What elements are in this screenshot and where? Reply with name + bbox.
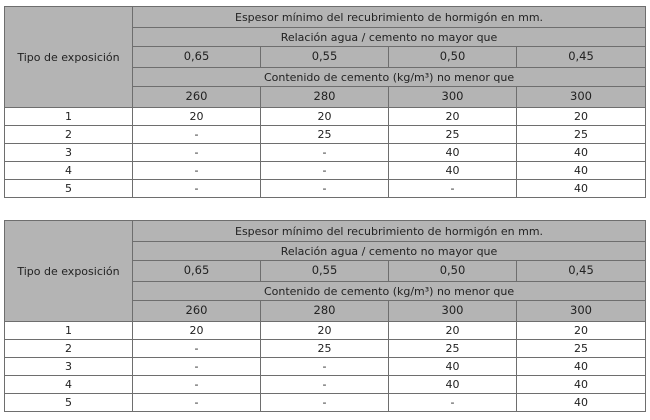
cement-value: 300: [517, 301, 646, 322]
table-cell: 25: [389, 340, 517, 358]
table-cell: -: [133, 162, 261, 180]
ratio-value: 0,50: [389, 47, 517, 68]
table-row: [5, 340, 646, 358]
ratio-value: 0,50: [389, 261, 517, 282]
table-cell: -: [389, 394, 517, 412]
table-cell: -: [133, 126, 261, 144]
cement-value: 260: [133, 301, 261, 322]
row-header: Tipo de exposición: [17, 264, 120, 278]
table-cell: 40: [517, 358, 646, 376]
table-cell: 20: [517, 322, 646, 340]
table-row: [5, 126, 646, 144]
cement-value: 300: [389, 87, 517, 108]
ratio-value: 0,65: [133, 261, 261, 282]
cement-value: 280: [261, 87, 389, 108]
ratio-value: 0,45: [517, 261, 646, 282]
table-cell: -: [261, 376, 389, 394]
exposure-type: 4: [5, 162, 133, 180]
ratio-value: 0,55: [261, 261, 389, 282]
table-cell: 20: [517, 108, 646, 126]
table-cell: 20: [261, 322, 389, 340]
table-cell: 40: [517, 394, 646, 412]
table-row: [5, 394, 646, 412]
table-cell: 25: [389, 126, 517, 144]
ratio-header: Relación agua / cemento no mayor que: [133, 242, 646, 261]
table-row: [5, 322, 646, 340]
exposure-type: 1: [5, 108, 133, 126]
table-cell: 25: [261, 340, 389, 358]
table-title: Espesor mínimo del recubrimiento de hormigón en mm.: [133, 7, 646, 28]
table-cell: -: [261, 358, 389, 376]
table-cell: -: [133, 358, 261, 376]
cement-value: 300: [389, 301, 517, 322]
table-cell: 20: [133, 322, 261, 340]
table-cell: 25: [261, 126, 389, 144]
ratio-value: 0,55: [261, 47, 389, 68]
table-cell: -: [261, 144, 389, 162]
table-cell: -: [133, 394, 261, 412]
table-cell: 20: [133, 108, 261, 126]
cement-value: 280: [261, 301, 389, 322]
table-row: [5, 162, 646, 180]
table-cell: 25: [517, 340, 646, 358]
row-header-cell: [5, 221, 133, 322]
table-title: Espesor mínimo del recubrimiento de hormigón en mm.: [133, 221, 646, 242]
table-cell: 40: [517, 162, 646, 180]
exposure-type: 3: [5, 358, 133, 376]
exposure-type: 2: [5, 340, 133, 358]
table-cell: 20: [389, 108, 517, 126]
cement-header: Contenido de cemento (kg/m³) no menor que: [133, 282, 646, 301]
row-header: Tipo de exposición: [17, 50, 120, 64]
table-cell: 40: [517, 376, 646, 394]
cover-spec-table-2: [4, 220, 646, 412]
table-cell: 40: [389, 358, 517, 376]
table-cell: 20: [389, 322, 517, 340]
exposure-type: 3: [5, 144, 133, 162]
table-cell: 40: [517, 180, 646, 198]
table-cell: -: [261, 180, 389, 198]
table-cell: 25: [517, 126, 646, 144]
table-cell: 40: [389, 162, 517, 180]
table-row: [5, 376, 646, 394]
cover-spec-table-1: [4, 6, 646, 198]
table-cell: -: [133, 376, 261, 394]
table-cell: -: [389, 180, 517, 198]
table-row: [5, 144, 646, 162]
cement-header: Contenido de cemento (kg/m³) no menor que: [133, 68, 646, 87]
exposure-type: 2: [5, 126, 133, 144]
exposure-type: 4: [5, 376, 133, 394]
ratio-value: 0,65: [133, 47, 261, 68]
table-cell: 40: [389, 144, 517, 162]
table-row: [5, 108, 646, 126]
cement-value: 260: [133, 87, 261, 108]
ratio-header: Relación agua / cemento no mayor que: [133, 28, 646, 47]
cement-value: 300: [517, 87, 646, 108]
table-cell: 20: [261, 108, 389, 126]
exposure-type: 5: [5, 394, 133, 412]
exposure-type: 1: [5, 322, 133, 340]
table-cell: -: [133, 180, 261, 198]
table-cell: 40: [517, 144, 646, 162]
table-cell: -: [133, 144, 261, 162]
ratio-value: 0,45: [517, 47, 646, 68]
table-cell: -: [133, 340, 261, 358]
table-cell: -: [261, 162, 389, 180]
exposure-type: 5: [5, 180, 133, 198]
table-cell: 40: [389, 376, 517, 394]
table-row: [5, 358, 646, 376]
table-cell: -: [261, 394, 389, 412]
table-row: [5, 180, 646, 198]
row-header-cell: [5, 7, 133, 108]
